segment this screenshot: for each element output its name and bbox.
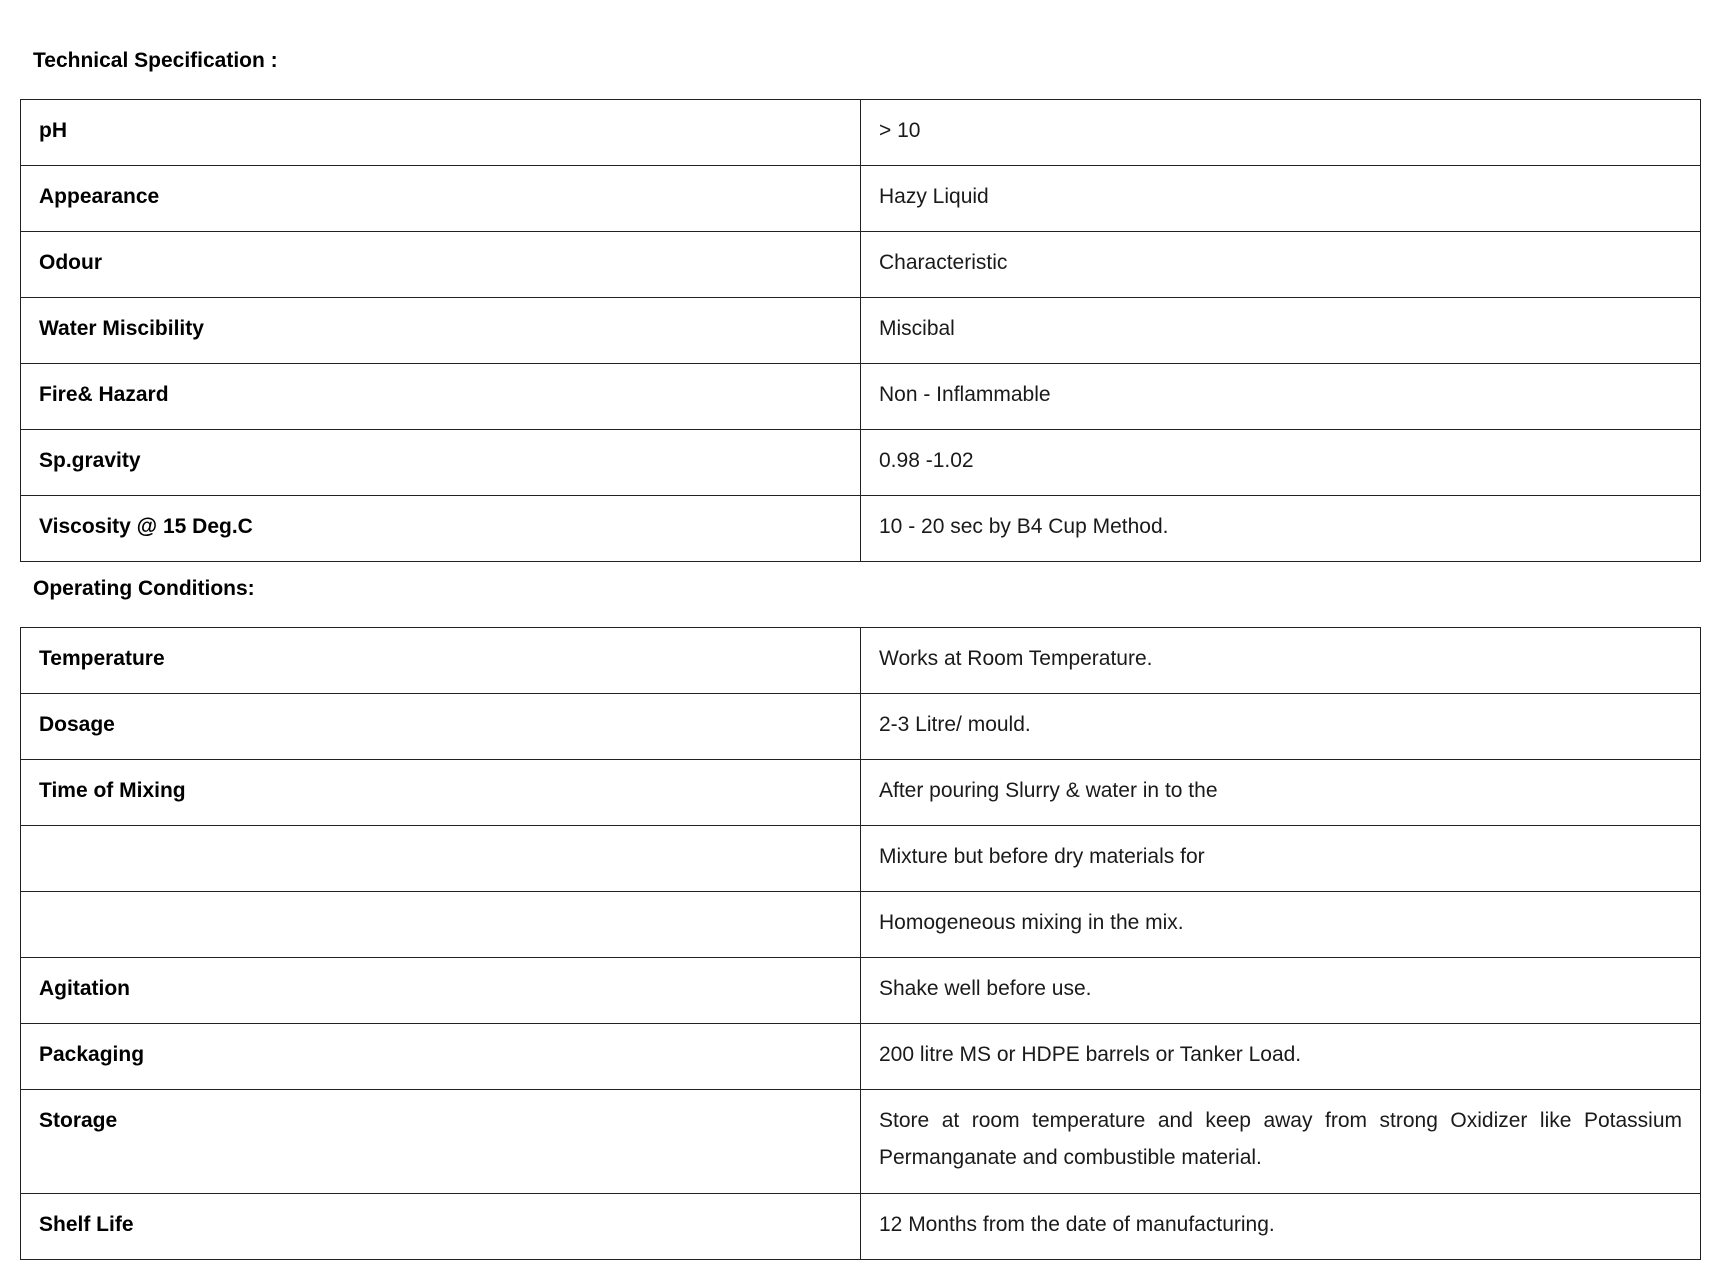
condition-value: 2-3 Litre/ mould. (861, 694, 1701, 760)
table-row (21, 232, 1701, 298)
condition-label: Dosage (21, 694, 861, 760)
spec-label: Fire& Hazard (21, 364, 861, 430)
condition-value: After pouring Slurry & water in to the (861, 760, 1701, 826)
condition-value: Works at Room Temperature. (861, 628, 1701, 694)
table-row (21, 694, 1701, 760)
table-row (21, 958, 1701, 1024)
table-row (21, 1024, 1701, 1090)
table-row (21, 166, 1701, 232)
condition-value: 200 litre MS or HDPE barrels or Tanker Load. (861, 1024, 1701, 1090)
operating-conditions-table (20, 627, 1701, 1260)
spec-label: Viscosity @ 15 Deg.C (21, 496, 861, 562)
condition-label (21, 892, 861, 958)
spec-label: Water Miscibility (21, 298, 861, 364)
spec-value: Hazy Liquid (861, 166, 1701, 232)
spec-value: > 10 (861, 100, 1701, 166)
operating-conditions-heading: Operating Conditions: (33, 577, 255, 600)
condition-label (21, 826, 861, 892)
table-row (21, 1090, 1701, 1194)
condition-label: Shelf Life (21, 1194, 861, 1260)
condition-value: 12 Months from the date of manufacturing. (861, 1194, 1701, 1260)
table-row (21, 826, 1701, 892)
condition-label: Agitation (21, 958, 861, 1024)
table-row (21, 364, 1701, 430)
condition-value: Mixture but before dry materials for (861, 826, 1701, 892)
table-row (21, 298, 1701, 364)
condition-label: Storage (21, 1090, 861, 1194)
spec-label: Sp.gravity (21, 430, 861, 496)
spec-value: Non - Inflammable (861, 364, 1701, 430)
spec-label: pH (21, 100, 861, 166)
spec-label: Odour (21, 232, 861, 298)
table-row (21, 892, 1701, 958)
condition-value: Store at room temperature and keep away from strong Oxidizer like Potassium Permanganate and combustible material. (861, 1090, 1701, 1194)
table-row (21, 496, 1701, 562)
spec-value: Characteristic (861, 232, 1701, 298)
table-row (21, 1194, 1701, 1260)
technical-specification-table (20, 99, 1701, 562)
technical-specification-heading: Technical Specification : (33, 49, 278, 72)
condition-label: Temperature (21, 628, 861, 694)
condition-label: Time of Mixing (21, 760, 861, 826)
table-row (21, 430, 1701, 496)
condition-value: Homogeneous mixing in the mix. (861, 892, 1701, 958)
spec-label: Appearance (21, 166, 861, 232)
spec-value: 10 - 20 sec by B4 Cup Method. (861, 496, 1701, 562)
condition-label: Packaging (21, 1024, 861, 1090)
spec-value: 0.98 -1.02 (861, 430, 1701, 496)
table-row (21, 760, 1701, 826)
spec-value: Miscibal (861, 298, 1701, 364)
table-row (21, 100, 1701, 166)
condition-value: Shake well before use. (861, 958, 1701, 1024)
table-row (21, 628, 1701, 694)
